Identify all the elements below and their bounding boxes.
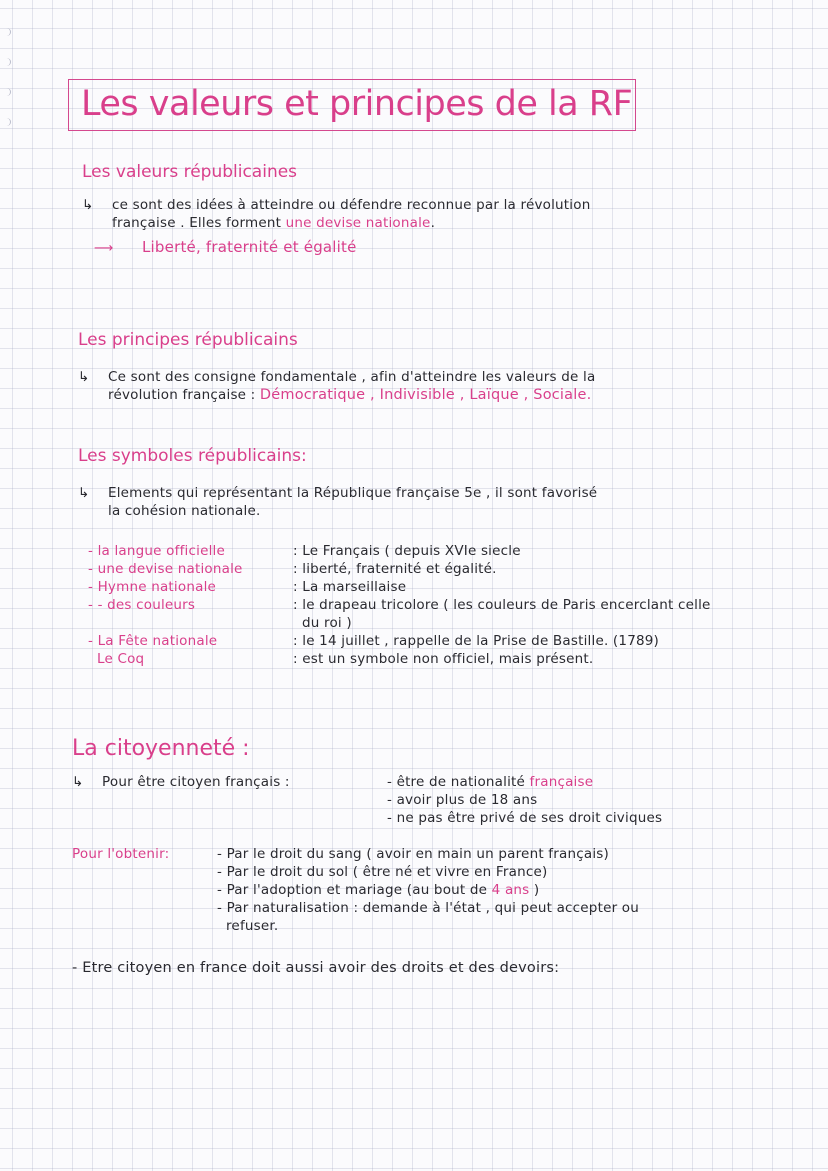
return-arrow-icon: ↳ — [82, 197, 94, 213]
binder-hole — [2, 88, 11, 96]
return-arrow-icon: ↳ — [78, 369, 90, 385]
valeurs-text-line-2: française . Elles forment une devise nationale. — [112, 215, 436, 231]
section-heading-valeurs: Les valeurs républicaines — [82, 162, 298, 182]
symbole-item: - La Fête nationale : le 14 juillet , rappelle de la Prise de Bastille. (1789) — [88, 633, 660, 649]
obtain-label: Pour l'obtenir: — [72, 846, 170, 862]
section-valeurs — [82, 162, 590, 257]
nationality-highlight: française — [529, 774, 594, 790]
devise-highlight: une devise nationale — [285, 215, 431, 231]
obtain-item: refuser. — [217, 918, 279, 934]
devise-value: Liberté, fraternité et égalité — [142, 238, 357, 256]
section-heading-symboles: Les symboles républicains: — [78, 446, 307, 466]
return-arrow-icon: ↳ — [78, 485, 90, 501]
closing-line: - Etre citoyen en france doit aussi avoir des droits et des devoirs: — [72, 960, 560, 976]
symbole-item: - la langue officielle : Le Français ( depuis XVIe siecle — [88, 543, 521, 559]
valeurs-text-line-1: ↳ ce sont des idées à atteindre ou défendre reconnue par la révolution — [82, 197, 591, 213]
section-citoyennete — [72, 736, 662, 977]
principes-text-line-2: révolution française : Démocratique , Indivisible , Laïque , Sociale. — [108, 387, 592, 403]
conditions-block: ↳ Pour être citoyen français : - être de nationalité française — [72, 774, 594, 790]
obtain-item: - Par l'adoption et mariage (au bout de 4 ans ) — [217, 882, 540, 898]
symbole-item: - une devise nationale : liberté, fraternité et égalité. — [88, 561, 497, 577]
section-heading-citoyennete: La citoyenneté : — [72, 736, 250, 761]
page-title: Les valeurs et principes de la RF — [81, 84, 633, 124]
return-arrow-icon: ↳ — [72, 774, 84, 790]
devise-line — [82, 238, 590, 257]
binder-hole — [2, 28, 11, 36]
conditions-label: Pour être citoyen français : — [102, 774, 290, 790]
condition-item: - avoir plus de 18 ans — [387, 792, 538, 808]
principes-text-line-1: ↳ Ce sont des consigne fondamentale , afin d'atteindre les valeurs de la — [78, 369, 596, 385]
obtain-item: Pour l'obtenir: - Par le droit du sang ( avoir en main un parent français) — [72, 846, 609, 862]
duration-highlight: 4 ans — [491, 882, 530, 898]
binder-hole — [2, 118, 11, 126]
title-box — [68, 79, 636, 131]
section-symboles — [78, 446, 711, 668]
principes-highlight: Démocratique , Indivisible , Laïque , Sociale. — [259, 387, 592, 403]
symbole-item: - Hymne nationale : La marseillaise — [88, 579, 407, 595]
binder-hole — [2, 58, 11, 66]
symbole-item: Le Coq : est un symbole non officiel, mais présent. — [88, 651, 594, 667]
section-heading-principes: Les principes républicains — [78, 330, 298, 350]
obtain-block — [72, 845, 662, 935]
binder-holes — [0, 0, 16, 1171]
symboles-text-line-1: ↳ Elements qui représentant la République française 5e , il sont favorisé — [78, 485, 598, 501]
symboles-list — [88, 542, 711, 668]
symbole-item: du roi ) — [293, 615, 352, 631]
section-principes — [78, 330, 595, 404]
symbole-item: - - des couleurs : le drapeau tricolore ( les couleurs de Paris encerclant celle — [88, 597, 711, 613]
obtain-item: - Par naturalisation : demande à l'état , qui peut accepter ou — [217, 900, 640, 916]
obtain-item: - Par le droit du sol ( être né et vivre en France) — [217, 864, 548, 880]
symboles-text-line-2: la cohésion nationale. — [108, 503, 261, 519]
condition-item: - ne pas être privé de ses droit civiques — [387, 810, 663, 826]
right-arrow-icon: ⟶ — [94, 240, 114, 256]
